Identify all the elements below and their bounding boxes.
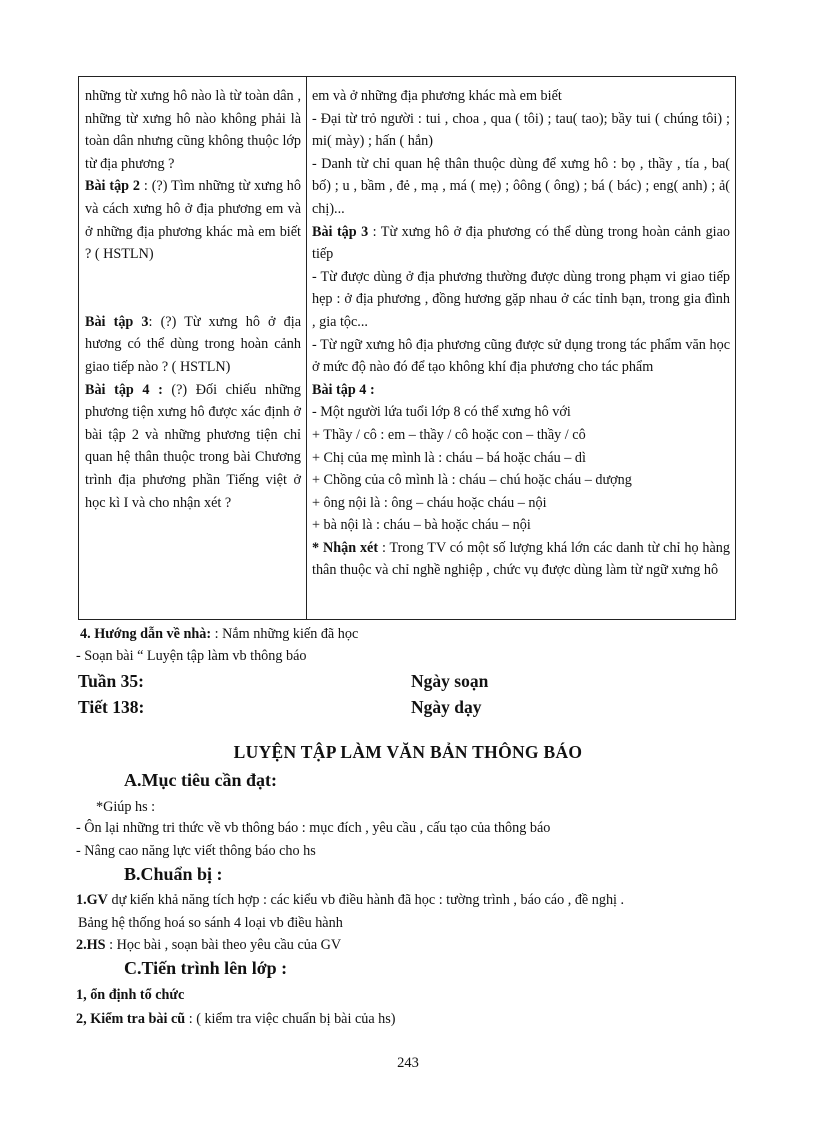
section-a-line: - Nâng cao năng lực viết thông báo cho hs [76, 843, 316, 859]
section-c-heading: C.Tiến trình lên lớp : [124, 958, 288, 978]
answer-exercise-4: Bài tập 4 : [312, 381, 375, 398]
section-b-hs: 2.HS : Học bài , soạn bài theo yêu cầu của GV [76, 937, 342, 953]
homework-heading: 4. Hướng dẫn về nhà: : Nắm những kiến đã học [80, 626, 359, 642]
section-a-heading: A.Mục tiêu cần đạt: [124, 770, 277, 790]
section-c-item: 1, ổn định tổ chức [76, 987, 185, 1003]
table-right-cell [312, 85, 730, 582]
table-left-cell [85, 85, 301, 514]
left-intro: những từ xưng hô nào là từ toàn dân , những từ xưng hô nào không phải là toàn dân nhưng cũng không thuộc lớp từ địa phương ? [85, 88, 301, 172]
answer-line: - Đại từ trỏ người : tui , choa , qua ( tôi) ; tau( tao); bầy tui ( chúng tôi) ; mi( mày) ; hấn ( hắn) [312, 110, 730, 150]
answer-line: em và ở những địa phương khác mà em biết [312, 88, 562, 104]
left-exercise-4: Bài tập 4 : (?) Đối chiếu những phương tiện xưng hô được xác định ở bài tập 2 và những phương tiện chỉ quan hệ thân thuộc trong bài Chương trình địa phương phần Tiếng việt ở học kì I và cho nhận xét ? [85, 381, 301, 511]
exercise-4-label: Bài tập 4 : [85, 381, 163, 398]
section-c-item: 2, Kiểm tra bài cũ : ( kiểm tra việc chuẩn bị bài của hs) [76, 1011, 396, 1027]
section-b-line: Bảng hệ thống hoá so sánh 4 loại vb điều hành [78, 915, 343, 931]
left-exercise-3: Bài tập 3: (?) Từ xưng hô ở địa hương có thể dùng trong hoàn cảnh giao tiếp nào ? ( HSTLN) [85, 313, 301, 375]
page-number: 243 [397, 1055, 419, 1071]
answer-line: - Từ được dùng ở địa phương thường được dùng trong phạm vi giao tiếp hẹp : ở địa phương , đồng hương gặp nhau ở các tỉnh bạn, trong gia đình , gia tộc... [312, 268, 730, 330]
answer-line: + Thầy / cô : em – thầy / cô hoặc con – thầy / cô [312, 426, 586, 443]
exercise-2-label: Bài tập 2 [85, 178, 141, 195]
left-exercise-2: Bài tập 2 : (?) Tìm những từ xưng hô và cách xưng hô ở địa phương em và ở những địa phương khác mà em biết ? ( HSTLN) [85, 178, 301, 263]
table-column-divider [306, 77, 307, 619]
exercise-table [78, 76, 736, 620]
answer-line: - Một người lứa tuổi lớp 8 có thể xưng hô với [312, 404, 571, 421]
section-b-gv: 1.GV dự kiến khả năng tích hợp : các kiểu vb điều hành đã học : tường trình , báo cáo , đề nghị . [76, 892, 625, 908]
section-a-line: *Giúp hs : [96, 799, 156, 815]
answer-remark: * Nhận xét : Trong TV có một số lượng khá lớn các danh từ chỉ họ hàng thân thuộc và chỉ nghề nghiệp , chức vụ được dùng làm từ ngữ xưng hô [312, 539, 730, 579]
answer-line: + ông nội là : ông – cháu hoặc cháu – nội [312, 494, 547, 511]
period-label: Tiết 138: [78, 697, 145, 717]
teach-date-label: Ngày dạy [411, 697, 482, 717]
week-label: Tuần 35: [78, 671, 144, 691]
prep-date-label: Ngày soạn [411, 671, 489, 691]
answer-line: + bà nội là : cháu – bà hoặc cháu – nội [312, 517, 531, 534]
homework-line: - Soạn bài “ Luyện tập làm vb thông báo [76, 648, 307, 664]
lesson-title: LUYỆN TẬP LÀM VĂN BẢN THÔNG BÁO [233, 742, 583, 762]
exercise-3-label: Bài tập 3 [85, 313, 149, 330]
answer-line: + Chị của mẹ mình là : cháu – bá hoặc cháu – dì [312, 449, 586, 466]
section-b-heading: B.Chuẩn bị : [124, 864, 223, 884]
answer-line: - Từ ngữ xưng hô địa phương cũng được sử dụng trong tác phẩm văn học ở mức độ nào đó để tạo không khí địa phương cho tác phẩm [312, 336, 730, 376]
section-a-line: - Ôn lại những tri thức về vb thông báo : mục đích , yêu cầu , cấu tạo của thông báo [76, 820, 551, 836]
answer-exercise-3: Bài tập 3 : Từ xưng hô ở địa phương có thể dùng trong hoàn cảnh giao tiếp [312, 223, 730, 263]
answer-line: + Chồng của cô mình là : cháu – chú hoặc cháu – dượng [312, 472, 632, 489]
answer-line: - Danh từ chỉ quan hệ thân thuộc dùng để xưng hô : bọ , thầy , tía , ba( bố) ; u , bầm , đẻ , mạ , má ( mẹ) ; ôông ( ông) ; bá ( bác) ; eng( anh) ; ả( chị)... [312, 155, 730, 217]
